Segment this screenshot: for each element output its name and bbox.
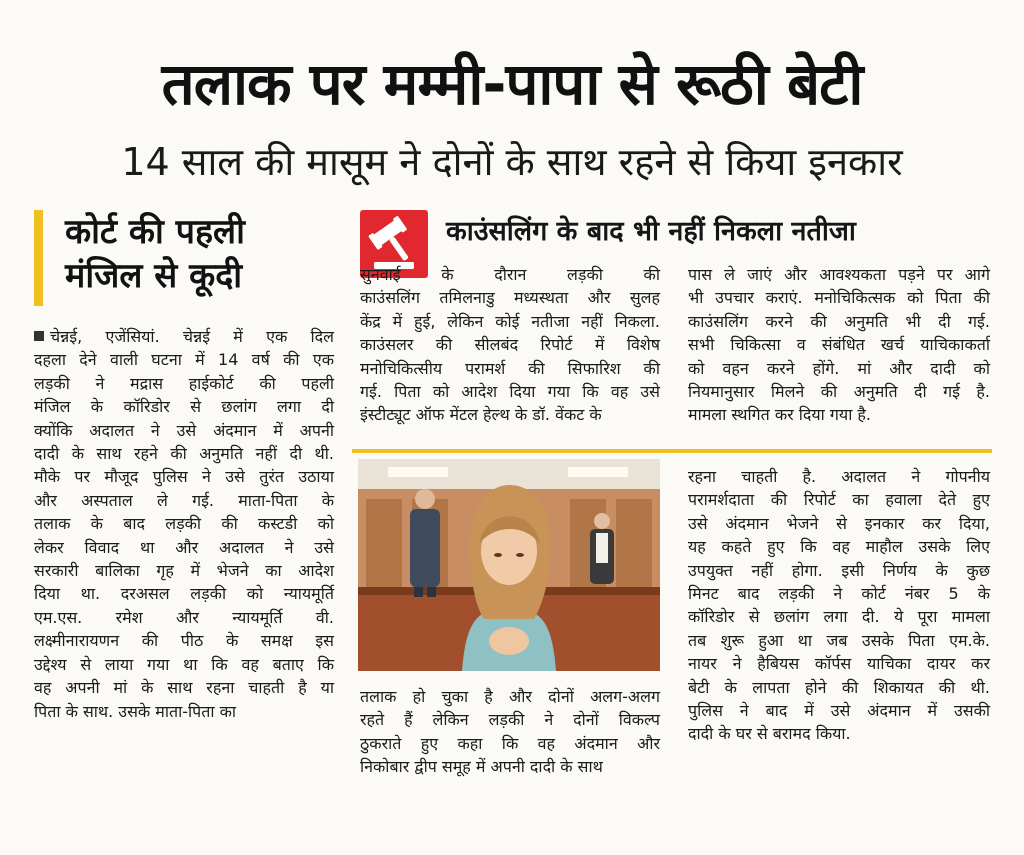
text-line-content: निकोबार द्वीप समूह में अपनी दादी के साथ bbox=[360, 757, 603, 777]
side-heading-line-1: कोर्ट की पहली bbox=[65, 212, 245, 252]
text-line bbox=[688, 605, 990, 628]
text-line bbox=[360, 310, 660, 333]
text-line bbox=[688, 310, 990, 333]
text-line bbox=[360, 380, 660, 403]
text-line-content: ठुकराते हुए कहा कि वह अंदमान और bbox=[360, 733, 660, 753]
text-line bbox=[688, 582, 990, 605]
article-column-3-top bbox=[688, 263, 990, 427]
text-line bbox=[360, 333, 660, 356]
text-line-content: लड़की ने मद्रास हाईकोर्ट की पहली bbox=[34, 373, 334, 393]
text-line-content: को वहन करने होंगे. मां और दादी को bbox=[688, 358, 990, 378]
text-line-content: केंद्र में हुई, लेकिन कोई नतीजा नहीं निकला. bbox=[360, 311, 660, 331]
text-line-content: बेटी के लापता होने की शिकायत की थी. bbox=[688, 677, 990, 697]
text-line-content: नायर ने हैबियस कॉर्पस याचिका दायर कर bbox=[688, 654, 990, 674]
text-line bbox=[34, 348, 334, 371]
text-line bbox=[688, 535, 990, 558]
courtroom-photo bbox=[358, 459, 660, 671]
text-line bbox=[34, 442, 334, 465]
kicker-heading: काउंसलिंग के बाद भी नहीं निकला नतीजा bbox=[446, 216, 856, 247]
text-line-content: उसे अंदमान भेजने से इनकार कर दिया, bbox=[688, 513, 990, 533]
headline: तलाक पर मम्मी-पापा से रूठी बेटी bbox=[161, 50, 863, 118]
text-line-content: उद्देश्य से लाया गया था कि वह बताए कि bbox=[34, 654, 334, 674]
text-line bbox=[688, 403, 990, 426]
text-line bbox=[34, 536, 334, 559]
text-line-content: गई. पिता को आदेश दिया गया कि वह उसे bbox=[360, 382, 660, 402]
text-line-content: पुलिस ने बाद में उसे अंदमान में उसकी bbox=[688, 701, 990, 721]
text-line-content: नियमानुसार मिलने की अनुमति दी गई है. bbox=[688, 382, 990, 402]
text-line bbox=[360, 357, 660, 380]
side-heading-line-2: मंजिल से कूदी bbox=[65, 256, 243, 296]
text-line bbox=[34, 700, 334, 723]
subheadline: 14 साल की मासूम ने दोनों के साथ रहने से किया इनकार bbox=[121, 140, 903, 184]
text-line-content: काउंसलिंग तमिलनाडु मध्यस्थता और सुलह bbox=[360, 288, 660, 308]
article-column-2-top bbox=[360, 263, 660, 427]
text-line-content: इंस्टीट्यूट ऑफ मेंटल हेल्थ के डॉ. वेंकट के bbox=[360, 405, 602, 425]
side-heading bbox=[34, 210, 334, 306]
text-line-content: मनोचिकित्सीय परामर्श की सिफारिश की bbox=[360, 358, 660, 378]
text-line bbox=[360, 685, 660, 708]
text-line-content: सरकारी बालिका गृह में भेजने का आदेश bbox=[34, 561, 334, 581]
text-line bbox=[34, 582, 334, 605]
text-line-content: रहना चाहती है. अदालत ने गोपनीय bbox=[688, 467, 990, 486]
text-line bbox=[34, 629, 334, 652]
text-line-content: पिता के साथ. उसके माता-पिता का bbox=[34, 701, 237, 721]
text-line-content: सभी चिकित्सा व संबंधित खर्च याचिकाकर्ता bbox=[688, 335, 990, 355]
text-line bbox=[688, 488, 990, 511]
text-line bbox=[688, 722, 990, 745]
text-line-content: दिया था. दरअसल लड़की को न्यायमूर्ति bbox=[34, 584, 334, 604]
section-divider bbox=[352, 449, 992, 453]
text-line bbox=[34, 512, 334, 535]
text-line bbox=[34, 395, 334, 418]
text-line bbox=[688, 676, 990, 699]
text-line bbox=[688, 357, 990, 380]
text-line bbox=[34, 325, 334, 348]
text-line bbox=[34, 419, 334, 442]
text-line bbox=[360, 263, 660, 286]
text-line-content: रहते हैं लेकिन लड़की ने दोनों विकल्प bbox=[360, 710, 660, 730]
article-column-3-bottom bbox=[688, 465, 990, 746]
text-line-content: एम.एस. रमेश और न्यायमूर्ति वी. bbox=[34, 607, 334, 627]
text-line-content: सुनवाई के दौरान लड़की की bbox=[360, 265, 660, 284]
text-line bbox=[688, 286, 990, 309]
text-line-content: दादी के साथ रहने की अनुमति नहीं दी थी. bbox=[34, 444, 334, 464]
article-column-1 bbox=[34, 325, 334, 723]
text-line-content: और अस्पताल ले गई. माता-पिता के bbox=[34, 490, 334, 510]
text-line-content: तब शुरू हुआ था जब उसके पिता एम.के. bbox=[688, 630, 990, 650]
text-line bbox=[688, 465, 990, 488]
text-line-content: वह अपनी मां के साथ रहना चाहती है या bbox=[34, 678, 334, 698]
text-line-content: लक्ष्मीनारायणन की पीठ के समक्ष इस bbox=[34, 631, 334, 651]
text-line bbox=[34, 465, 334, 488]
article-column-2-bottom bbox=[360, 685, 660, 779]
text-line-content: भी उपचार कराएं. मनोचिकित्सक को पिता की bbox=[688, 288, 990, 308]
text-line-content: चेन्नई, एजेंसियां. चेन्नई में एक दिल bbox=[50, 327, 334, 346]
text-line-content: तलाक के बाद लड़की की कस्टडी को bbox=[34, 514, 334, 534]
text-line bbox=[34, 372, 334, 395]
text-line bbox=[688, 380, 990, 403]
text-line bbox=[688, 559, 990, 582]
text-line bbox=[688, 512, 990, 535]
text-line bbox=[688, 699, 990, 722]
text-line-content: मंजिल के कॉरिडोर से छलांग लगा दी bbox=[34, 397, 334, 417]
text-line-content: उपयुक्त नहीं होगा. इसी निर्णय के कुछ bbox=[688, 560, 990, 580]
text-line-content: तलाक हो चुका है और दोनों अलग-अलग bbox=[360, 687, 660, 706]
text-line-content: दादी के घर से बरामद किया. bbox=[688, 724, 851, 744]
text-line-content: दहला देने वाली घटना में 14 वर्ष की एक bbox=[34, 350, 334, 370]
text-line-content: मिनट बाद लड़की ने कोर्ट नंबर 5 के bbox=[688, 584, 990, 604]
text-line bbox=[688, 333, 990, 356]
text-line-content: कॉरिडोर से छलांग लगा दी. ये पूरा मामला bbox=[688, 607, 990, 627]
text-line-content: क्योंकि अदालत ने उसे अंदमान में अपनी bbox=[34, 420, 334, 440]
text-line bbox=[34, 676, 334, 699]
text-line bbox=[688, 263, 990, 286]
text-line-content: लेकर विवाद था और अदालत ने उसे bbox=[34, 537, 334, 557]
text-line bbox=[360, 708, 660, 731]
text-line bbox=[34, 559, 334, 582]
text-line bbox=[34, 653, 334, 676]
text-line bbox=[34, 489, 334, 512]
text-line bbox=[34, 606, 334, 629]
text-line-content: पास ले जाएं और आवश्यकता पड़ने पर आगे bbox=[688, 265, 990, 284]
square-bullet-icon bbox=[34, 331, 44, 341]
text-line-content: काउंसलर की सीलबंद रिपोर्ट में विशेष bbox=[360, 335, 660, 355]
text-line-content: काउंसलिंग करने की अनुमति भी दी गई. bbox=[688, 311, 990, 331]
text-line bbox=[360, 732, 660, 755]
text-line bbox=[360, 755, 660, 778]
text-line bbox=[360, 286, 660, 309]
text-line bbox=[688, 652, 990, 675]
text-line bbox=[688, 629, 990, 652]
text-line-content: परामर्शदाता की रिपोर्ट का हवाला देते हुए bbox=[688, 490, 990, 510]
text-line bbox=[360, 403, 660, 426]
text-line-content: मौके पर मौजूद पुलिस ने उसे तुरंत उठाया bbox=[34, 467, 334, 487]
text-line-content: यह कहते हुए कि वह माहौल उसके लिए bbox=[688, 537, 990, 557]
text-line-content: मामला स्थगित कर दिया गया है. bbox=[688, 405, 872, 425]
